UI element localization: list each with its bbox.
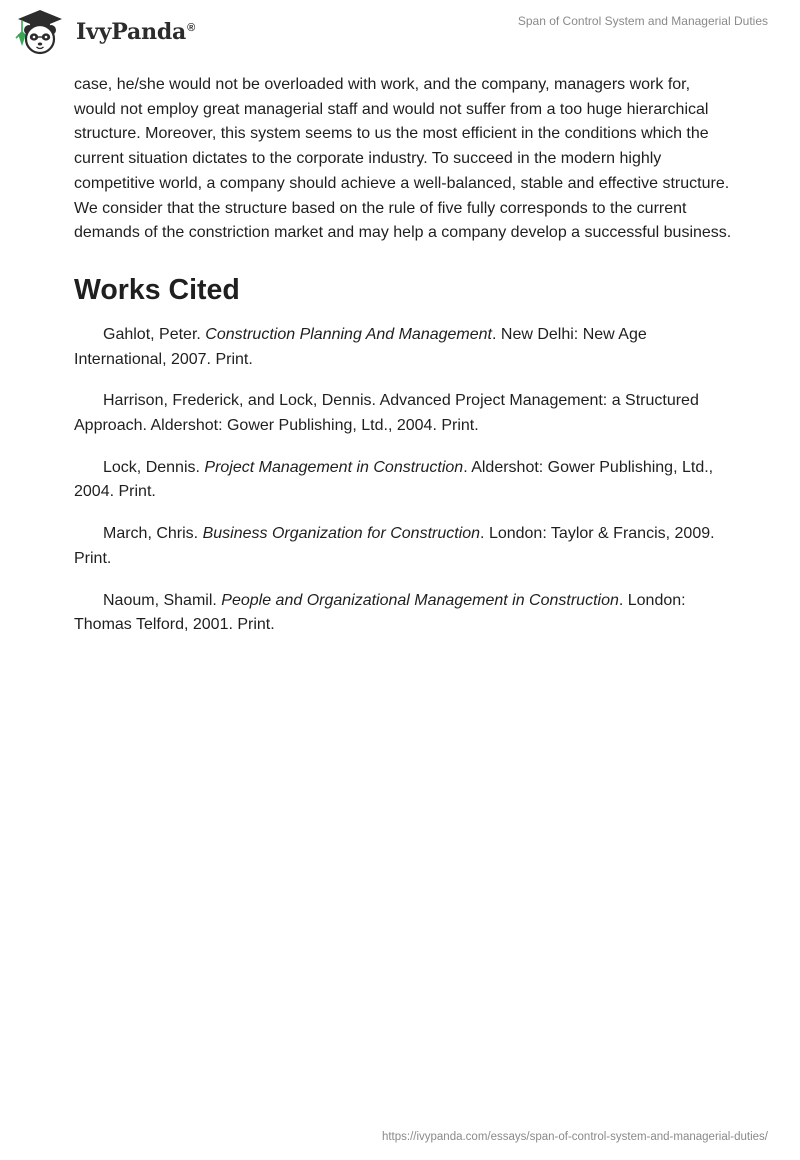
citation-title: Project Management in Construction bbox=[204, 458, 464, 476]
citation-details: . London: Taylor & Francis, 2009. Print. bbox=[74, 525, 715, 567]
running-title: Span of Control System and Managerial Duties bbox=[517, 14, 768, 28]
panda-graduate-icon bbox=[14, 8, 66, 56]
body-paragraph: case, he/she would not be overloaded with work, and the company, managers work for, would not employ great managerial staff and would not suffer from a too huge hierarchical structure. Moreover, this system seems to us the most efficient in the conditions which the current situation dictates to the corporate industry. To succeed in the modern highly competitive world, a company should achieve a well-balanced, stable and effective structure. We consider that the structure based on the rule of five fully corresponds to the current demands of the constriction market and may help a company develop a successful business. bbox=[74, 76, 732, 242]
registered-mark: ® bbox=[187, 21, 196, 34]
citation-author: Lock, Dennis. bbox=[103, 458, 200, 476]
citation-title: Construction Planning And Management bbox=[205, 325, 492, 343]
ivypanda-logo[interactable] bbox=[14, 8, 195, 56]
citation-item bbox=[74, 589, 734, 638]
page-header bbox=[0, 0, 800, 70]
citation-details: . Aldershot: Gower Publishing, Ltd., 2004. Print. bbox=[74, 458, 714, 501]
citation-author: March, Chris. bbox=[103, 525, 199, 543]
citation-details: . London: Thomas Telford, 2001. Print. bbox=[74, 591, 686, 634]
citation-item bbox=[74, 456, 734, 505]
logo-wordmark bbox=[76, 19, 195, 45]
citation-details: . New Delhi: New Age International, 2007. Print. bbox=[74, 325, 647, 368]
citation-author: Naoum, Shamil. bbox=[103, 591, 217, 609]
citation-title: Business Organization for Construction bbox=[202, 525, 481, 543]
source-url[interactable]: https://ivypanda.com/essays/span-of-control-system-and-managerial-duties/ bbox=[381, 1131, 768, 1143]
citation-item bbox=[74, 522, 734, 571]
logo-wordmark-text: IvyPanda bbox=[76, 19, 187, 45]
essay-content bbox=[74, 73, 734, 655]
citation-author: Gahlot, Peter. bbox=[103, 325, 201, 343]
works-cited-list bbox=[74, 323, 734, 638]
citation-item bbox=[74, 323, 734, 372]
citation-text: Harrison, Frederick, and Lock, Dennis. Advanced Project Management: a Structured Approach. Aldershot: Gower Publishing, Ltd., 2004. Print. bbox=[74, 392, 699, 435]
works-cited-heading: Works Cited bbox=[74, 273, 240, 306]
citation-title: People and Organizational Management in Construction bbox=[221, 591, 619, 609]
citation-item bbox=[74, 389, 734, 438]
